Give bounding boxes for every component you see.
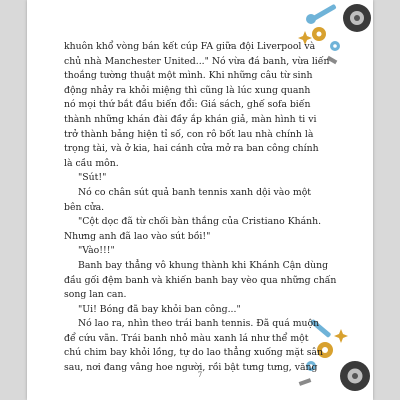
text-line: khuôn khổ vòng bán kết cúp FA giữa đội Liverpool và bbox=[64, 41, 316, 52]
text-line: Nó co chân sút quả banh tennis xanh dội vào một bbox=[78, 186, 312, 198]
text-line: chú chim bay khỏi lồng, tự do lao thẳng xuống mặt sân bbox=[64, 347, 324, 359]
text-line: "Vào!!!" bbox=[78, 245, 115, 257]
text-line: sau, nơi đang vâng hoe người, rồi bật tưng tưng, văng bbox=[64, 362, 318, 374]
text-line: "Sút!" bbox=[78, 172, 107, 184]
text-line: "Ui! Bóng đã bay khỏi ban công..." bbox=[78, 303, 241, 315]
gear-icon bbox=[312, 27, 326, 41]
text-line: trở thành bảng hiện tỉ số, con rô bốt lau nhà chính là bbox=[64, 128, 314, 140]
text-line: nó mọi thứ bắt đầu biến đổi: Giá sách, ghế sofa biến bbox=[64, 99, 311, 111]
text-line: là cầu môn. bbox=[64, 157, 119, 169]
text-line: trọng tài, và ở kia, hai cánh cửa mở ra ban công chính bbox=[64, 143, 319, 155]
text-line: thành những khán đài đầy ắp khán giả, màn hình ti vi bbox=[64, 113, 317, 125]
text-line: thoắng tường thuật một mình. Khi những câu từ sinh bbox=[64, 70, 313, 82]
text-line: đầu gối đệm banh và khiến banh bay vèo qua những chấn bbox=[64, 274, 337, 286]
book-page bbox=[27, 0, 373, 400]
sparkle-icon bbox=[334, 329, 348, 343]
tire-icon bbox=[343, 4, 371, 32]
wrench-icon bbox=[306, 4, 337, 24]
body-text bbox=[64, 40, 336, 376]
page-number: 7 bbox=[197, 371, 203, 379]
text-line: Nhưng anh đã lao vào sút bồi!" bbox=[64, 230, 211, 242]
text-line: Nó lao ra, nhìn theo trái banh tennis. Đã quá muộn bbox=[78, 318, 320, 330]
text-line: để cứu vãn. Trái banh nhỏ màu xanh lá như thể một bbox=[64, 332, 309, 344]
text-line: chủ nhà Manchester United..." Nó vừa đá banh, vừa liến bbox=[64, 55, 330, 67]
text-line: song lan can. bbox=[64, 289, 127, 301]
text-line: Banh bay thẳng vô khung thành khi Khánh Cận dùng bbox=[78, 259, 329, 271]
text-line: "Cột dọc đã từ chối bàn thắng của Cristiano Khánh. bbox=[78, 216, 322, 228]
text-line: bên cửa. bbox=[64, 201, 105, 213]
bolt-icon bbox=[299, 378, 312, 386]
text-line: động nhảy ra khỏi miệng thì cũng là lúc xung quanh bbox=[64, 84, 311, 96]
